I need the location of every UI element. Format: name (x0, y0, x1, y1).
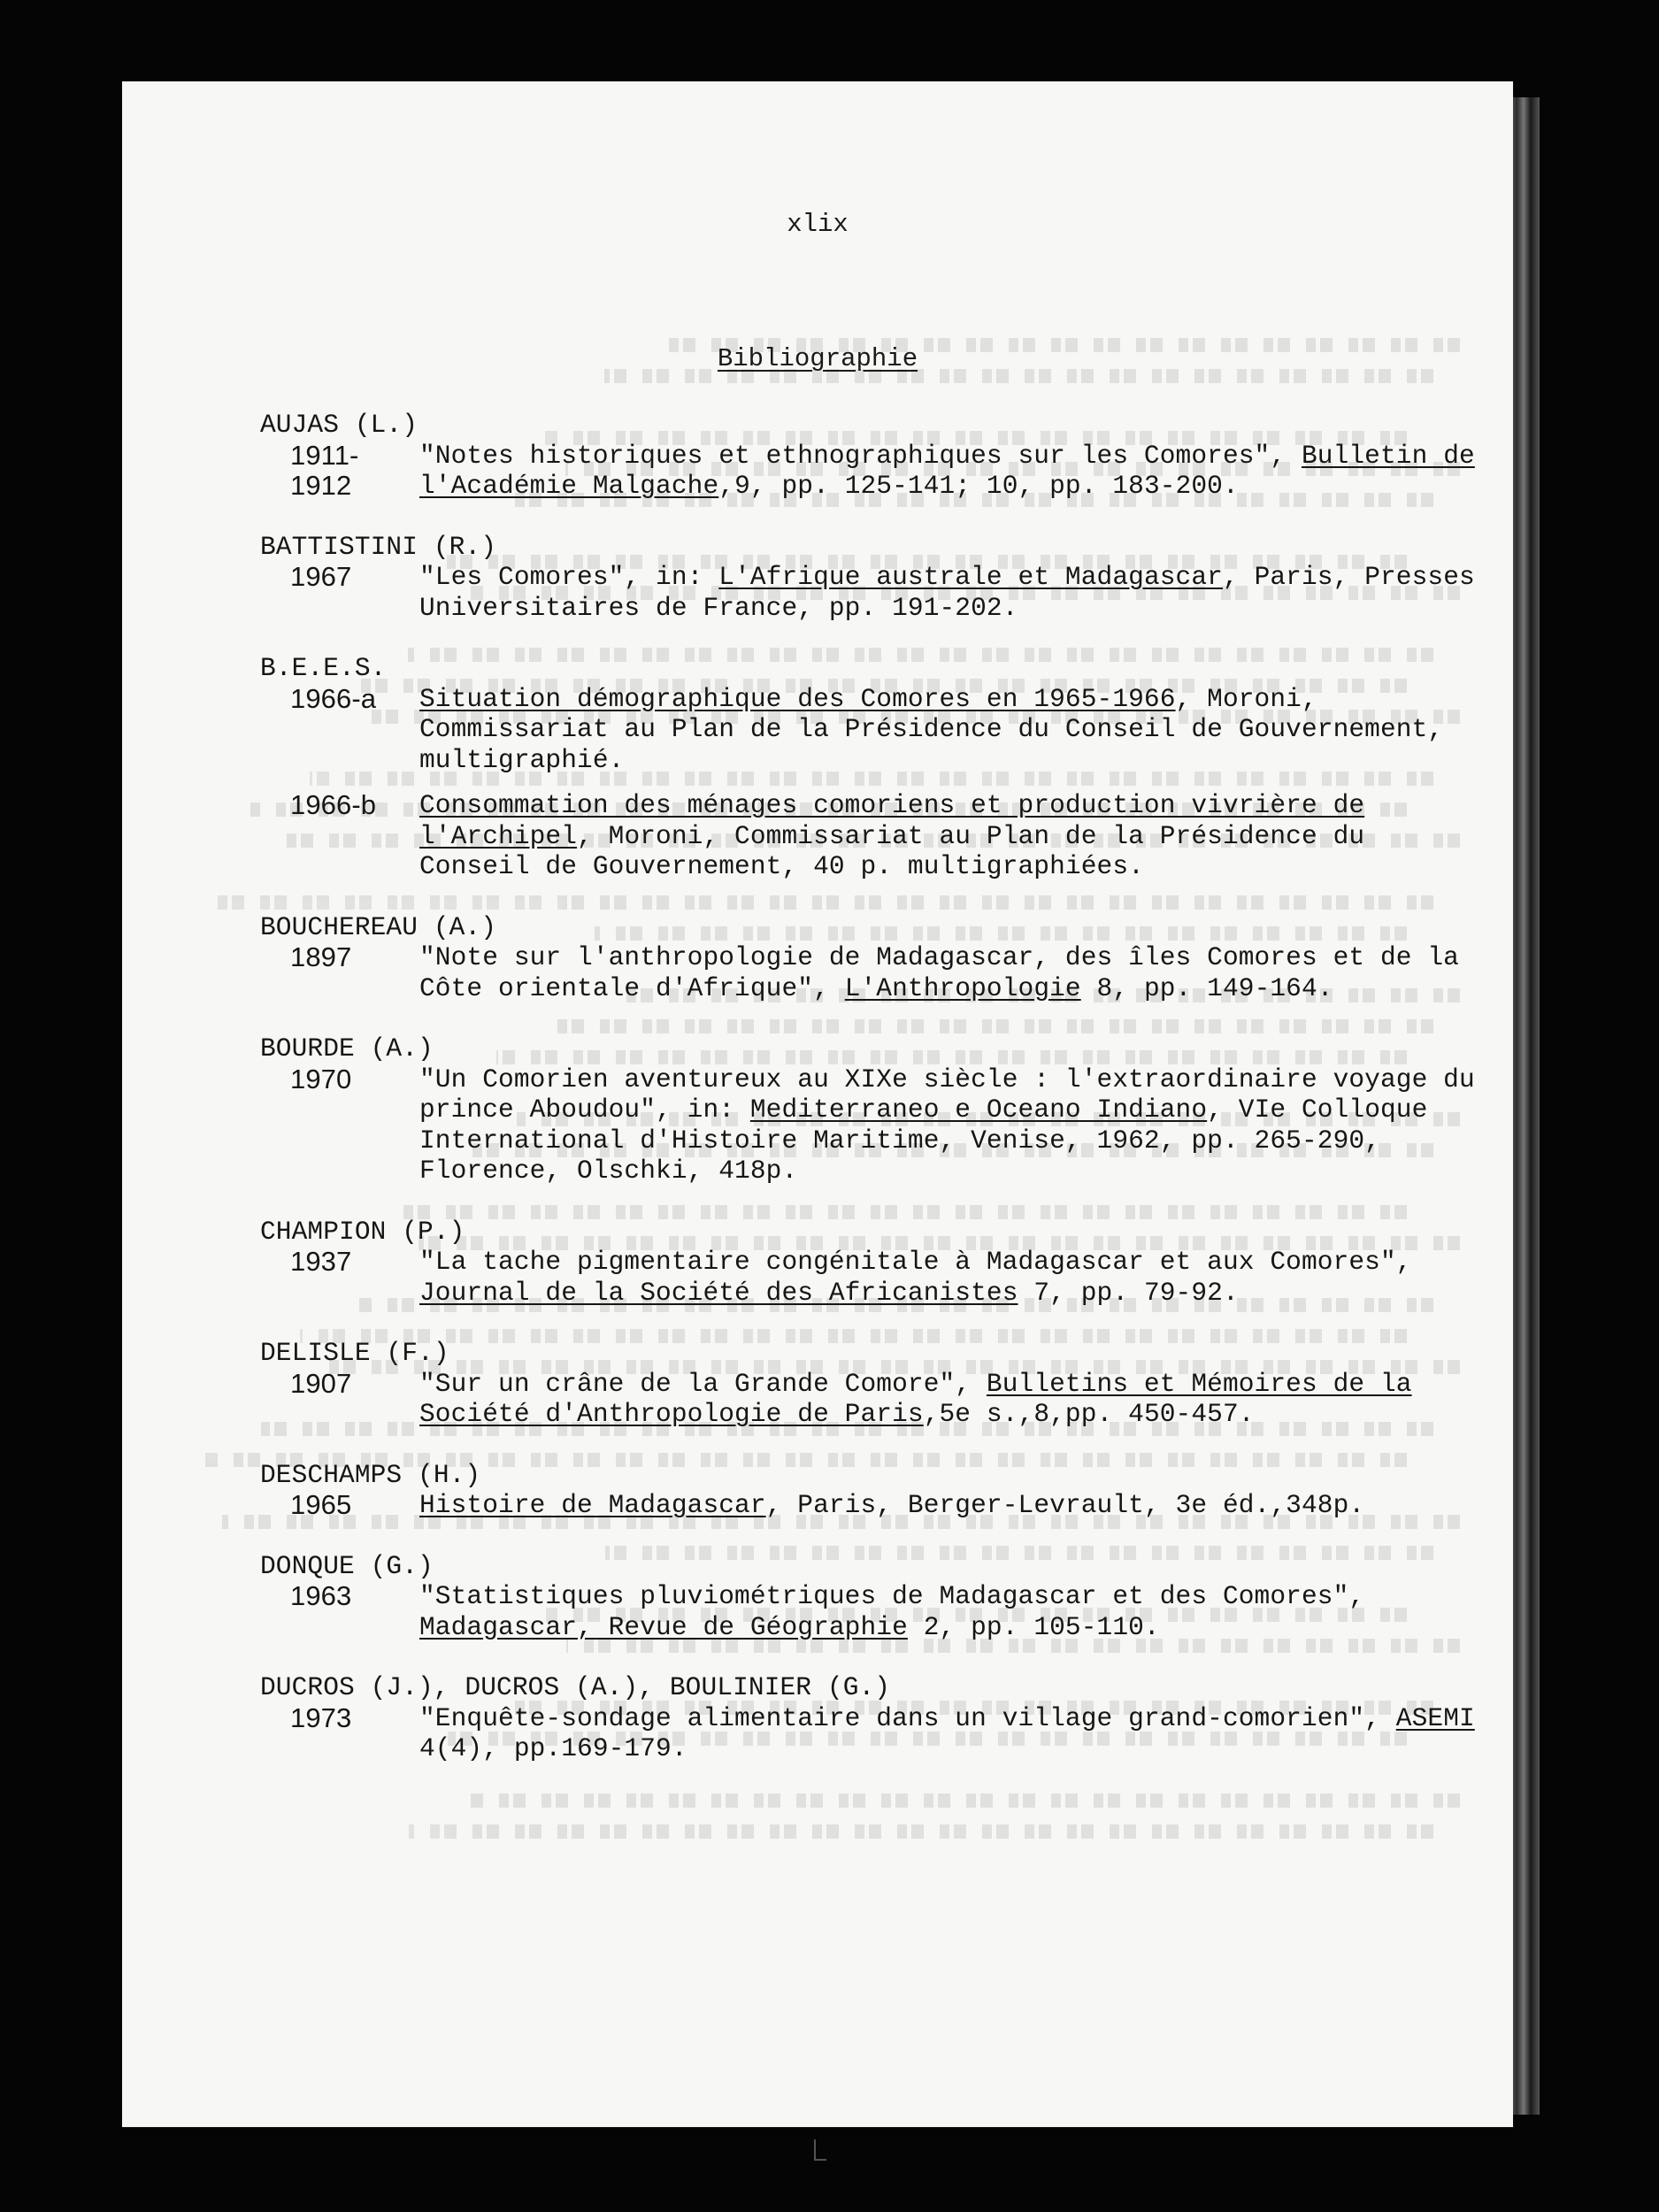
entry-citation (419, 790, 1490, 882)
citation-text: "Un Comorien aventureux au XIXe siècle : l'extraordinaire voyage du prince Aboudou", in: (419, 1064, 1475, 1125)
bibliography-entry (260, 1460, 1490, 1521)
bibliography-list (260, 410, 1490, 1764)
citation-text: 4(4), pp.169-179. (419, 1733, 687, 1763)
citation-text: , Moroni, Commissariat au Plan de la Présidence du Conseil de Gouvernement, multigraphié. (419, 683, 1444, 775)
citation-text: "Les Comores", in: (419, 562, 719, 592)
entry-year: 1965 (290, 1489, 352, 1520)
entry-year: 1897 (290, 941, 352, 972)
entry-year: 1937 (290, 1246, 352, 1277)
entry-year: 1966-a (290, 682, 377, 714)
citation-text: "Statistiques pluviométriques de Madagascar et des Comores", (419, 1581, 1365, 1611)
bibliography-entry (260, 653, 1490, 882)
citation-title: Mediterraneo e Oceano Indiano (749, 1094, 1208, 1125)
show-through-line (468, 1793, 1460, 1808)
citation-text: "Note sur l'anthropologie de Madagascar, des îles Comores et de la Côte orientale d'Afrique", (419, 942, 1459, 1003)
entry-item (260, 942, 1490, 1003)
entry-year: 1973 (290, 1701, 352, 1733)
citation-text: "Notes historiques et ethnographiques sur les Comores", (419, 440, 1302, 471)
entry-item (260, 1490, 1490, 1521)
citation-text: 7, pp. 79-92. (1018, 1277, 1239, 1308)
entry-item (260, 1581, 1490, 1642)
citation-text: "La tache pigmentaire congénitale à Madagascar et aux Comores", (419, 1247, 1412, 1277)
bibliography-entry (260, 1033, 1490, 1187)
entry-citation (419, 441, 1490, 502)
entry-citation (419, 1064, 1490, 1187)
citation-text: ,9, pp. 125-141; 10, pp. 183-200. (718, 471, 1239, 501)
citation-title: Madagascar, Revue de Géographie (419, 1611, 908, 1642)
citation-text: 2, pp. 105-110. (907, 1611, 1160, 1642)
entry-item (260, 1703, 1490, 1764)
entry-item (260, 684, 1490, 776)
citation-title: Histoire de Madagascar (419, 1490, 766, 1520)
citation-title: Bulletin de l'Académie Malgache (419, 440, 1475, 501)
bibliography-entry (260, 1338, 1490, 1430)
bibliography-entry (260, 410, 1490, 502)
citation-text: ,5e s.,8,pp. 450-457. (923, 1399, 1255, 1429)
entry-author: DONQUE (G.) (260, 1550, 434, 1581)
entry-author: DUCROS (J.), DUCROS (A.), BOULINIER (G.) (260, 1672, 891, 1702)
citation-title: Journal de la Société des Africanistes (419, 1277, 1018, 1308)
bibliography-entry (260, 1217, 1490, 1309)
citation-text: "Enquête-sondage alimentaire dans un village grand-comorien", (419, 1702, 1396, 1733)
entry-year: 1907 (290, 1367, 352, 1399)
entry-year: 1967 (290, 561, 352, 592)
entry-author: BATTISTINI (R.) (260, 531, 497, 562)
page-number: xlix (787, 210, 849, 239)
entry-item (260, 1247, 1490, 1308)
citation-title: ASEMI (1395, 1702, 1475, 1733)
entry-citation (419, 1581, 1490, 1642)
bibliography-entry (260, 1672, 1490, 1764)
pencil-mark (814, 2139, 826, 2161)
citation-text: "Sur un crâne de la Grande Comore", (419, 1368, 987, 1399)
entry-item (260, 1369, 1490, 1430)
citation-title: L'Afrique australe et Madagascar (718, 562, 1223, 592)
entry-item (260, 441, 1490, 502)
entry-item (260, 1064, 1490, 1187)
bibliography-entry (260, 912, 1490, 1004)
citation-title: L'Anthropologie (844, 972, 1081, 1003)
entry-author: DESCHAMPS (H.) (260, 1459, 481, 1490)
citation-text: , VIe Colloque International d'Histoire Maritime, Venise, 1962, pp. 265-290, Florence, Olschki, 418p. (419, 1094, 1428, 1186)
entry-author: BOURDE (A.) (260, 1033, 434, 1064)
bibliography-entry (260, 1551, 1490, 1643)
document-page (122, 81, 1513, 2127)
citation-title: Situation démographique des Comores en 1965-1966 (419, 683, 1176, 714)
entry-author: CHAMPION (P.) (260, 1216, 465, 1247)
show-through-line (409, 1824, 1433, 1839)
entry-citation (419, 1369, 1490, 1430)
entry-author: DELISLE (F.) (260, 1338, 449, 1368)
entry-author: BOUCHEREAU (A.) (260, 911, 497, 942)
entry-citation (419, 1490, 1490, 1521)
entry-item (260, 562, 1490, 623)
citation-title: Consommation des ménages comoriens et production vivrière de l'Archipel (419, 790, 1365, 851)
entry-citation (419, 684, 1490, 776)
citation-text: , Moroni, Commissariat au Plan de la Présidence du Conseil de Gouvernement, 40 p. multigraphiées. (419, 820, 1365, 881)
bibliography-entry (260, 532, 1490, 624)
entry-citation (419, 942, 1490, 1003)
entry-citation (419, 1247, 1490, 1308)
entry-item (260, 790, 1490, 882)
entry-year: 1966-b (290, 789, 377, 820)
entry-year: 1911- 1912 (290, 439, 359, 501)
citation-text: 8, pp. 149-164. (1080, 972, 1333, 1003)
citation-text: , Paris, Berger-Levrault, 3e éd.,348p. (765, 1490, 1365, 1520)
citation-text: , Paris, Presses Universitaires de France, pp. 191-202. (419, 562, 1475, 623)
page-title: Bibliographie (717, 344, 918, 373)
entry-author: B.E.E.S. (260, 653, 387, 683)
entry-year: 1963 (290, 1580, 352, 1611)
entry-author: AUJAS (L.) (260, 410, 419, 440)
entry-citation (419, 562, 1490, 623)
citation-title: Bulletins et Mémoires de la Société d'Anthropologie de Paris (419, 1368, 1412, 1429)
entry-citation (419, 1703, 1490, 1764)
entry-year: 1970 (290, 1063, 352, 1094)
